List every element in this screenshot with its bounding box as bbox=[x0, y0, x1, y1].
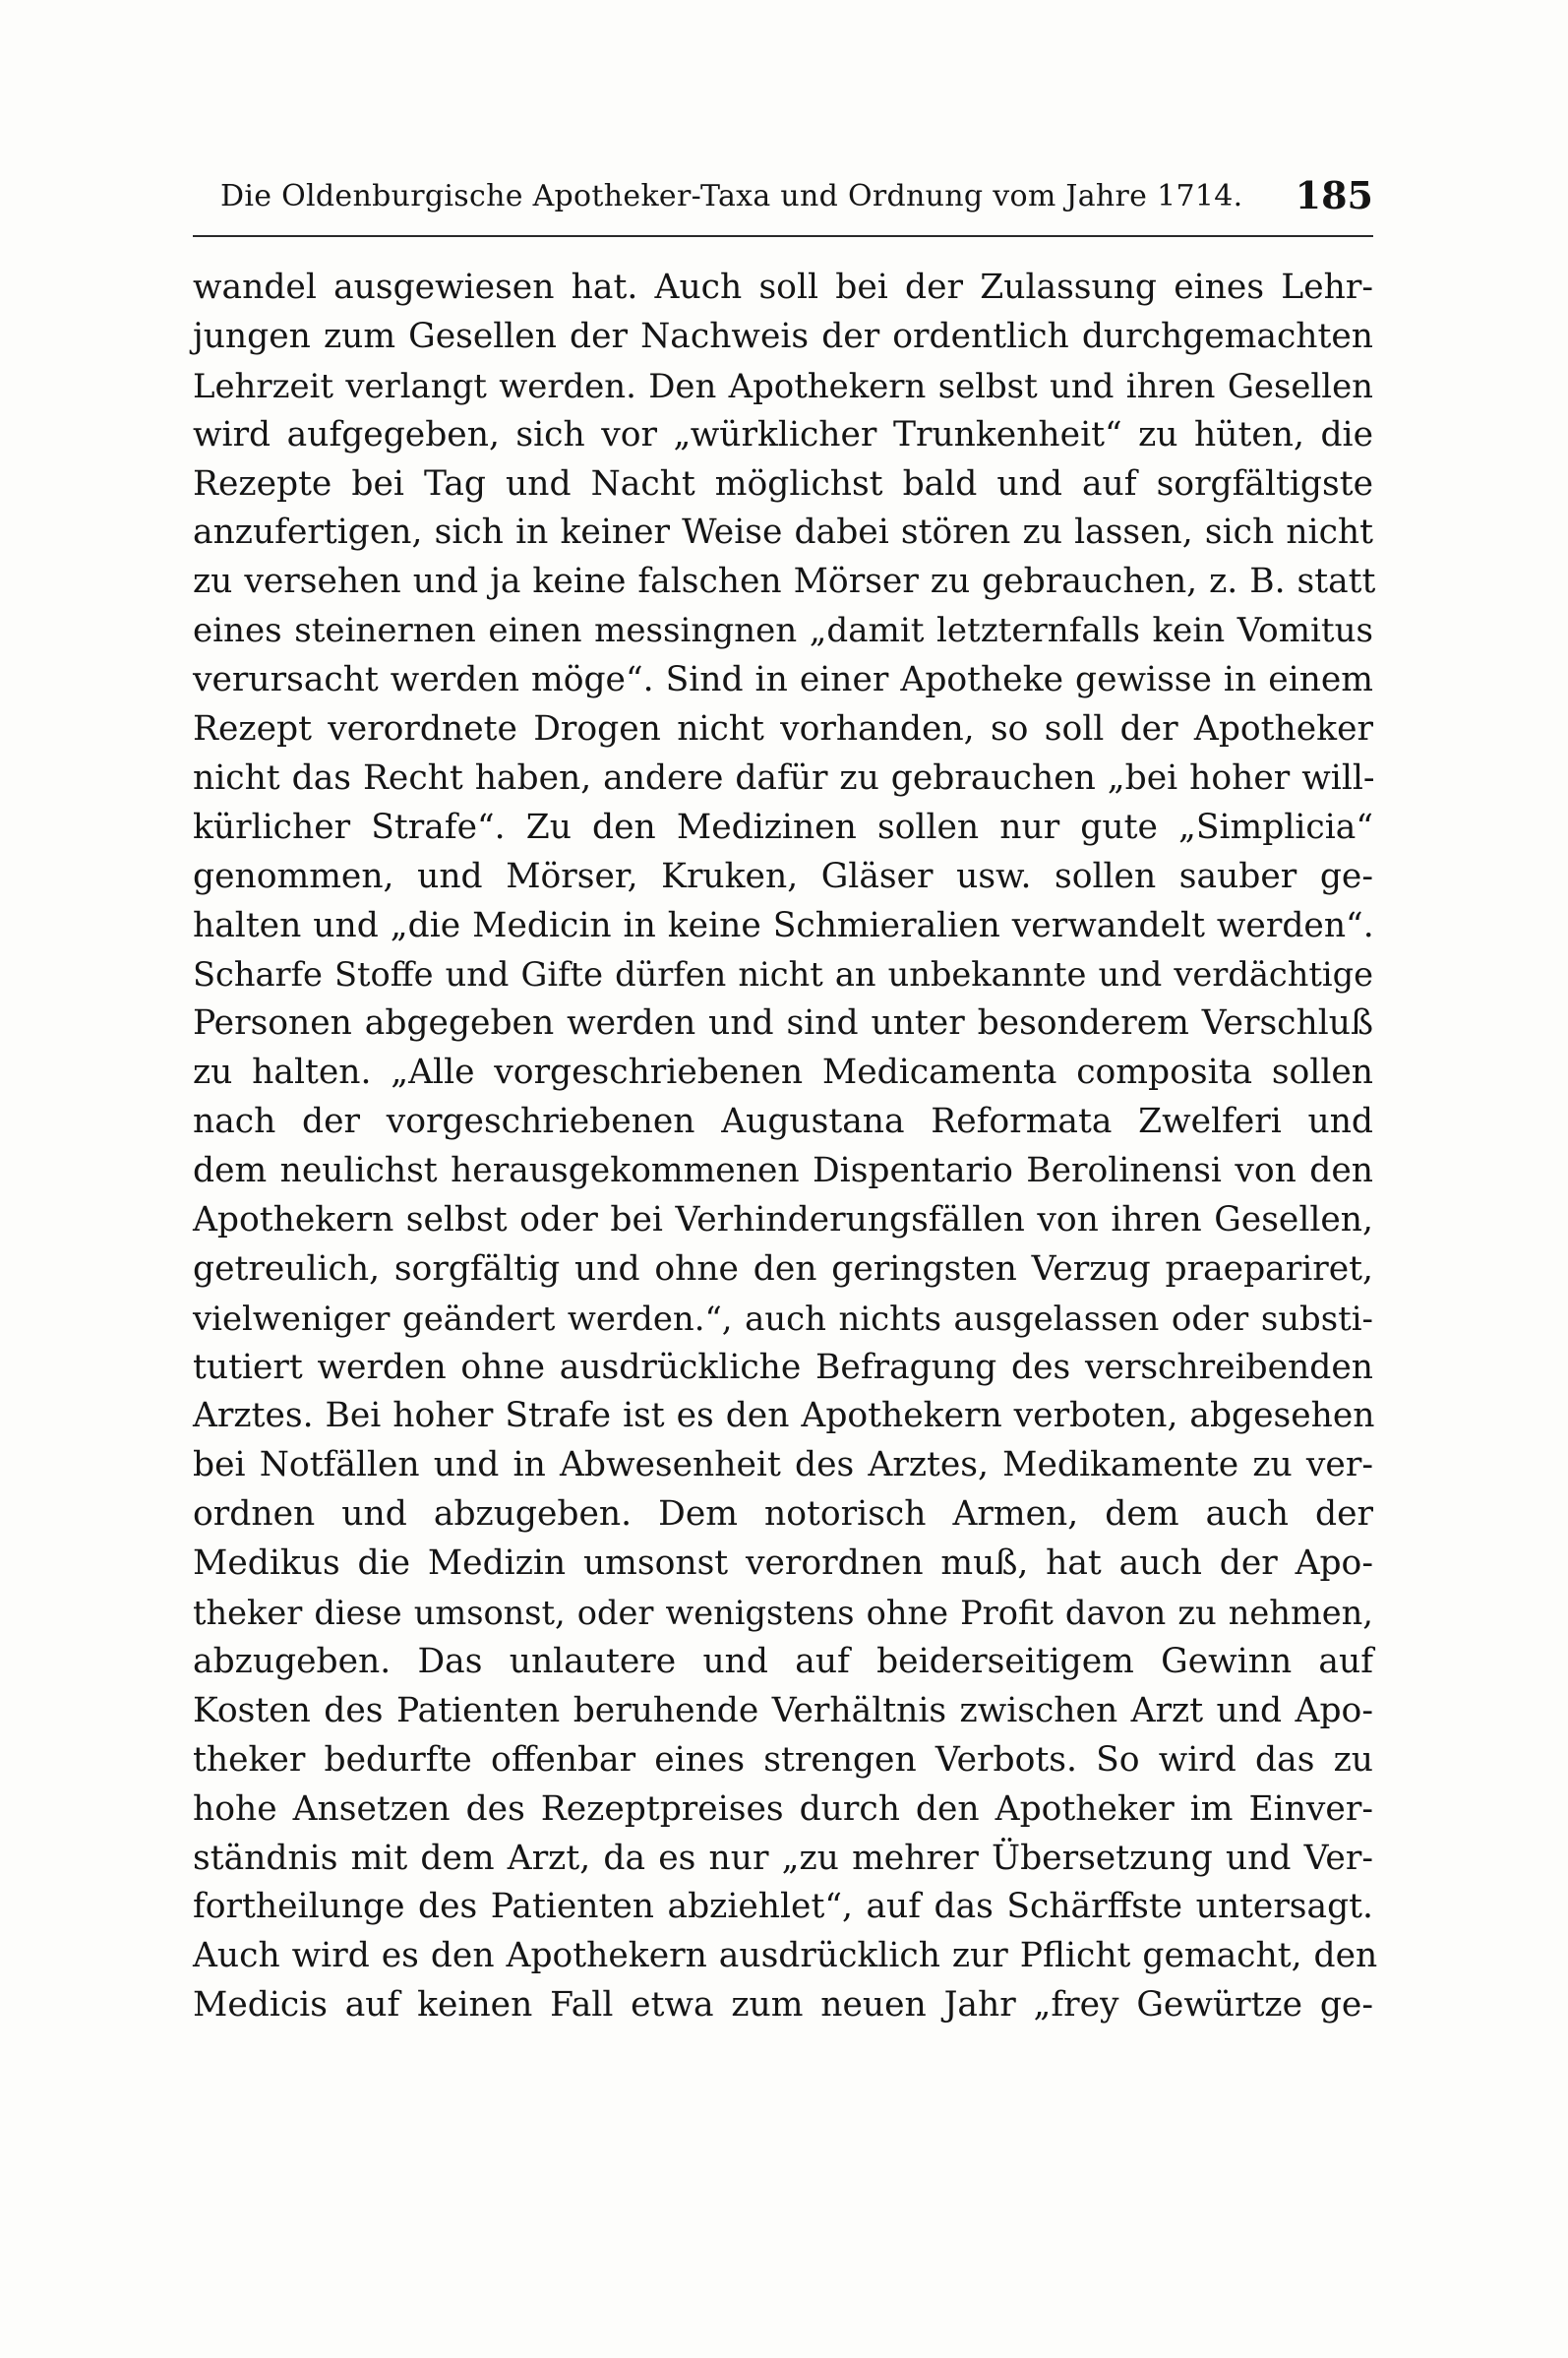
text-line: tutiert werden ohne ausdrückliche Befragung des verschreibenden bbox=[193, 1347, 1373, 1387]
text-line: vielweniger geändert werden.“, auch nichts ausgelassen oder substi- bbox=[193, 1299, 1373, 1338]
header-rule bbox=[193, 235, 1373, 237]
text-line: Personen abgegeben werden und sind unter besonderem Verschluß bbox=[193, 1003, 1373, 1044]
text-line: Kosten des Patienten beruhende Verhältnis zwischen Arzt und Apo- bbox=[193, 1690, 1373, 1730]
running-head-title: Die Oldenburgische Apotheker-Taxa und Ordnung vom Jahre 1714. bbox=[220, 179, 1243, 213]
text-line: dem neulichst herausgekommenen Dispentario Berolinensi von den bbox=[193, 1151, 1373, 1191]
text-line: Scharfe Stoffe und Gifte dürfen nicht an unbekannte und verdächtige bbox=[193, 955, 1373, 995]
text-line: theker diese umsonst, oder wenigstens ohne Profit davon zu nehmen, bbox=[193, 1594, 1373, 1633]
text-line: zu halten. „Alle vorgeschriebenen Medicamenta composita sollen bbox=[193, 1053, 1373, 1093]
text-line: theker bedurfte offenbar eines strengen Verbots. So wird das zu bbox=[193, 1739, 1373, 1780]
text-line: Auch wird es den Apothekern ausdrücklich zur Pflicht gemacht, den bbox=[193, 1936, 1378, 1976]
text-line: Lehrzeit verlangt werden. Den Apothekern selbst und ihren Gesellen bbox=[193, 366, 1373, 405]
text-line: Rezepte bei Tag und Nacht möglichst bald und auf sorgfältigste bbox=[193, 463, 1373, 504]
text-line: kürlicher Strafe“. Zu den Medizinen sollen nur gute „Simplicia“ bbox=[193, 807, 1373, 847]
text-line: wandel ausgewiesen hat. Auch soll bei der Zulassung eines Lehr- bbox=[193, 268, 1373, 307]
text-line: hohe Ansetzen des Rezeptpreises durch den Apotheker im Einver- bbox=[193, 1788, 1373, 1829]
text-line: zu versehen und ja keine falschen Mörser zu gebrauchen, z. B. statt bbox=[193, 562, 1376, 602]
text-line: abzugeben. Das unlautere und auf beiderseitigem Gewinn auf bbox=[193, 1641, 1373, 1681]
text-line: nach der vorgeschriebenen Augustana Reformata Zwelferi und bbox=[193, 1102, 1373, 1142]
text-line: bei Notfällen und in Abwesenheit des Arztes, Medikamente zu ver- bbox=[193, 1445, 1373, 1485]
text-line: jungen zum Gesellen der Nachweis der ordentlich durchgemachten bbox=[193, 316, 1373, 356]
text-line: Rezept verordnete Drogen nicht vorhanden, so soll der Apotheker bbox=[193, 709, 1373, 750]
text-line: verursacht werden möge“. Sind in einer Apotheke gewisse in einem bbox=[193, 660, 1373, 700]
text-line: ständnis mit dem Arzt, da es nur „zu mehrer Übersetzung und Ver- bbox=[193, 1838, 1373, 1878]
text-line: halten und „die Medicin in keine Schmieralien verwandelt werden“. bbox=[193, 905, 1374, 945]
page-number: 185 bbox=[1295, 173, 1373, 217]
text-line: eines steinernen einen messingnen „damit letzternfalls kein Vomitus bbox=[193, 611, 1373, 651]
text-line: ordnen und abzugeben. Dem notorisch Armen, dem auch der bbox=[193, 1494, 1373, 1535]
text-line: wird aufgegeben, sich vor „würklicher Trunkenheit“ zu hüten, die bbox=[193, 414, 1373, 454]
text-line: Medikus die Medizin umsonst verordnen muß, hat auch der Apo- bbox=[193, 1543, 1373, 1584]
text-line: getreulich, sorgfältig und ohne den geringsten Verzug praepariret, bbox=[193, 1248, 1373, 1289]
text-line: anzufertigen, sich in keiner Weise dabei stören zu lassen, sich nicht bbox=[193, 513, 1373, 553]
text-line: genommen, und Mörser, Kruken, Gläser usw. sollen sauber ge- bbox=[193, 856, 1373, 896]
text-line: Apothekern selbst oder bei Verhinderungsfällen von ihren Gesellen, bbox=[193, 1199, 1373, 1239]
text-line: fortheilunge des Patienten abziehlet“, auf das Schärffste untersagt. bbox=[193, 1887, 1373, 1927]
text-line: nicht das Recht haben, andere dafür zu gebrauchen „bei hoher will- bbox=[193, 757, 1375, 798]
running-head bbox=[193, 173, 1373, 232]
text-line: Arztes. Bei hoher Strafe ist es den Apothekern verboten, abgesehen bbox=[193, 1396, 1375, 1436]
text-line: Medicis auf keinen Fall etwa zum neuen Jahr „frey Gewürtze ge- bbox=[193, 1985, 1373, 2025]
body-text bbox=[193, 264, 1378, 2030]
